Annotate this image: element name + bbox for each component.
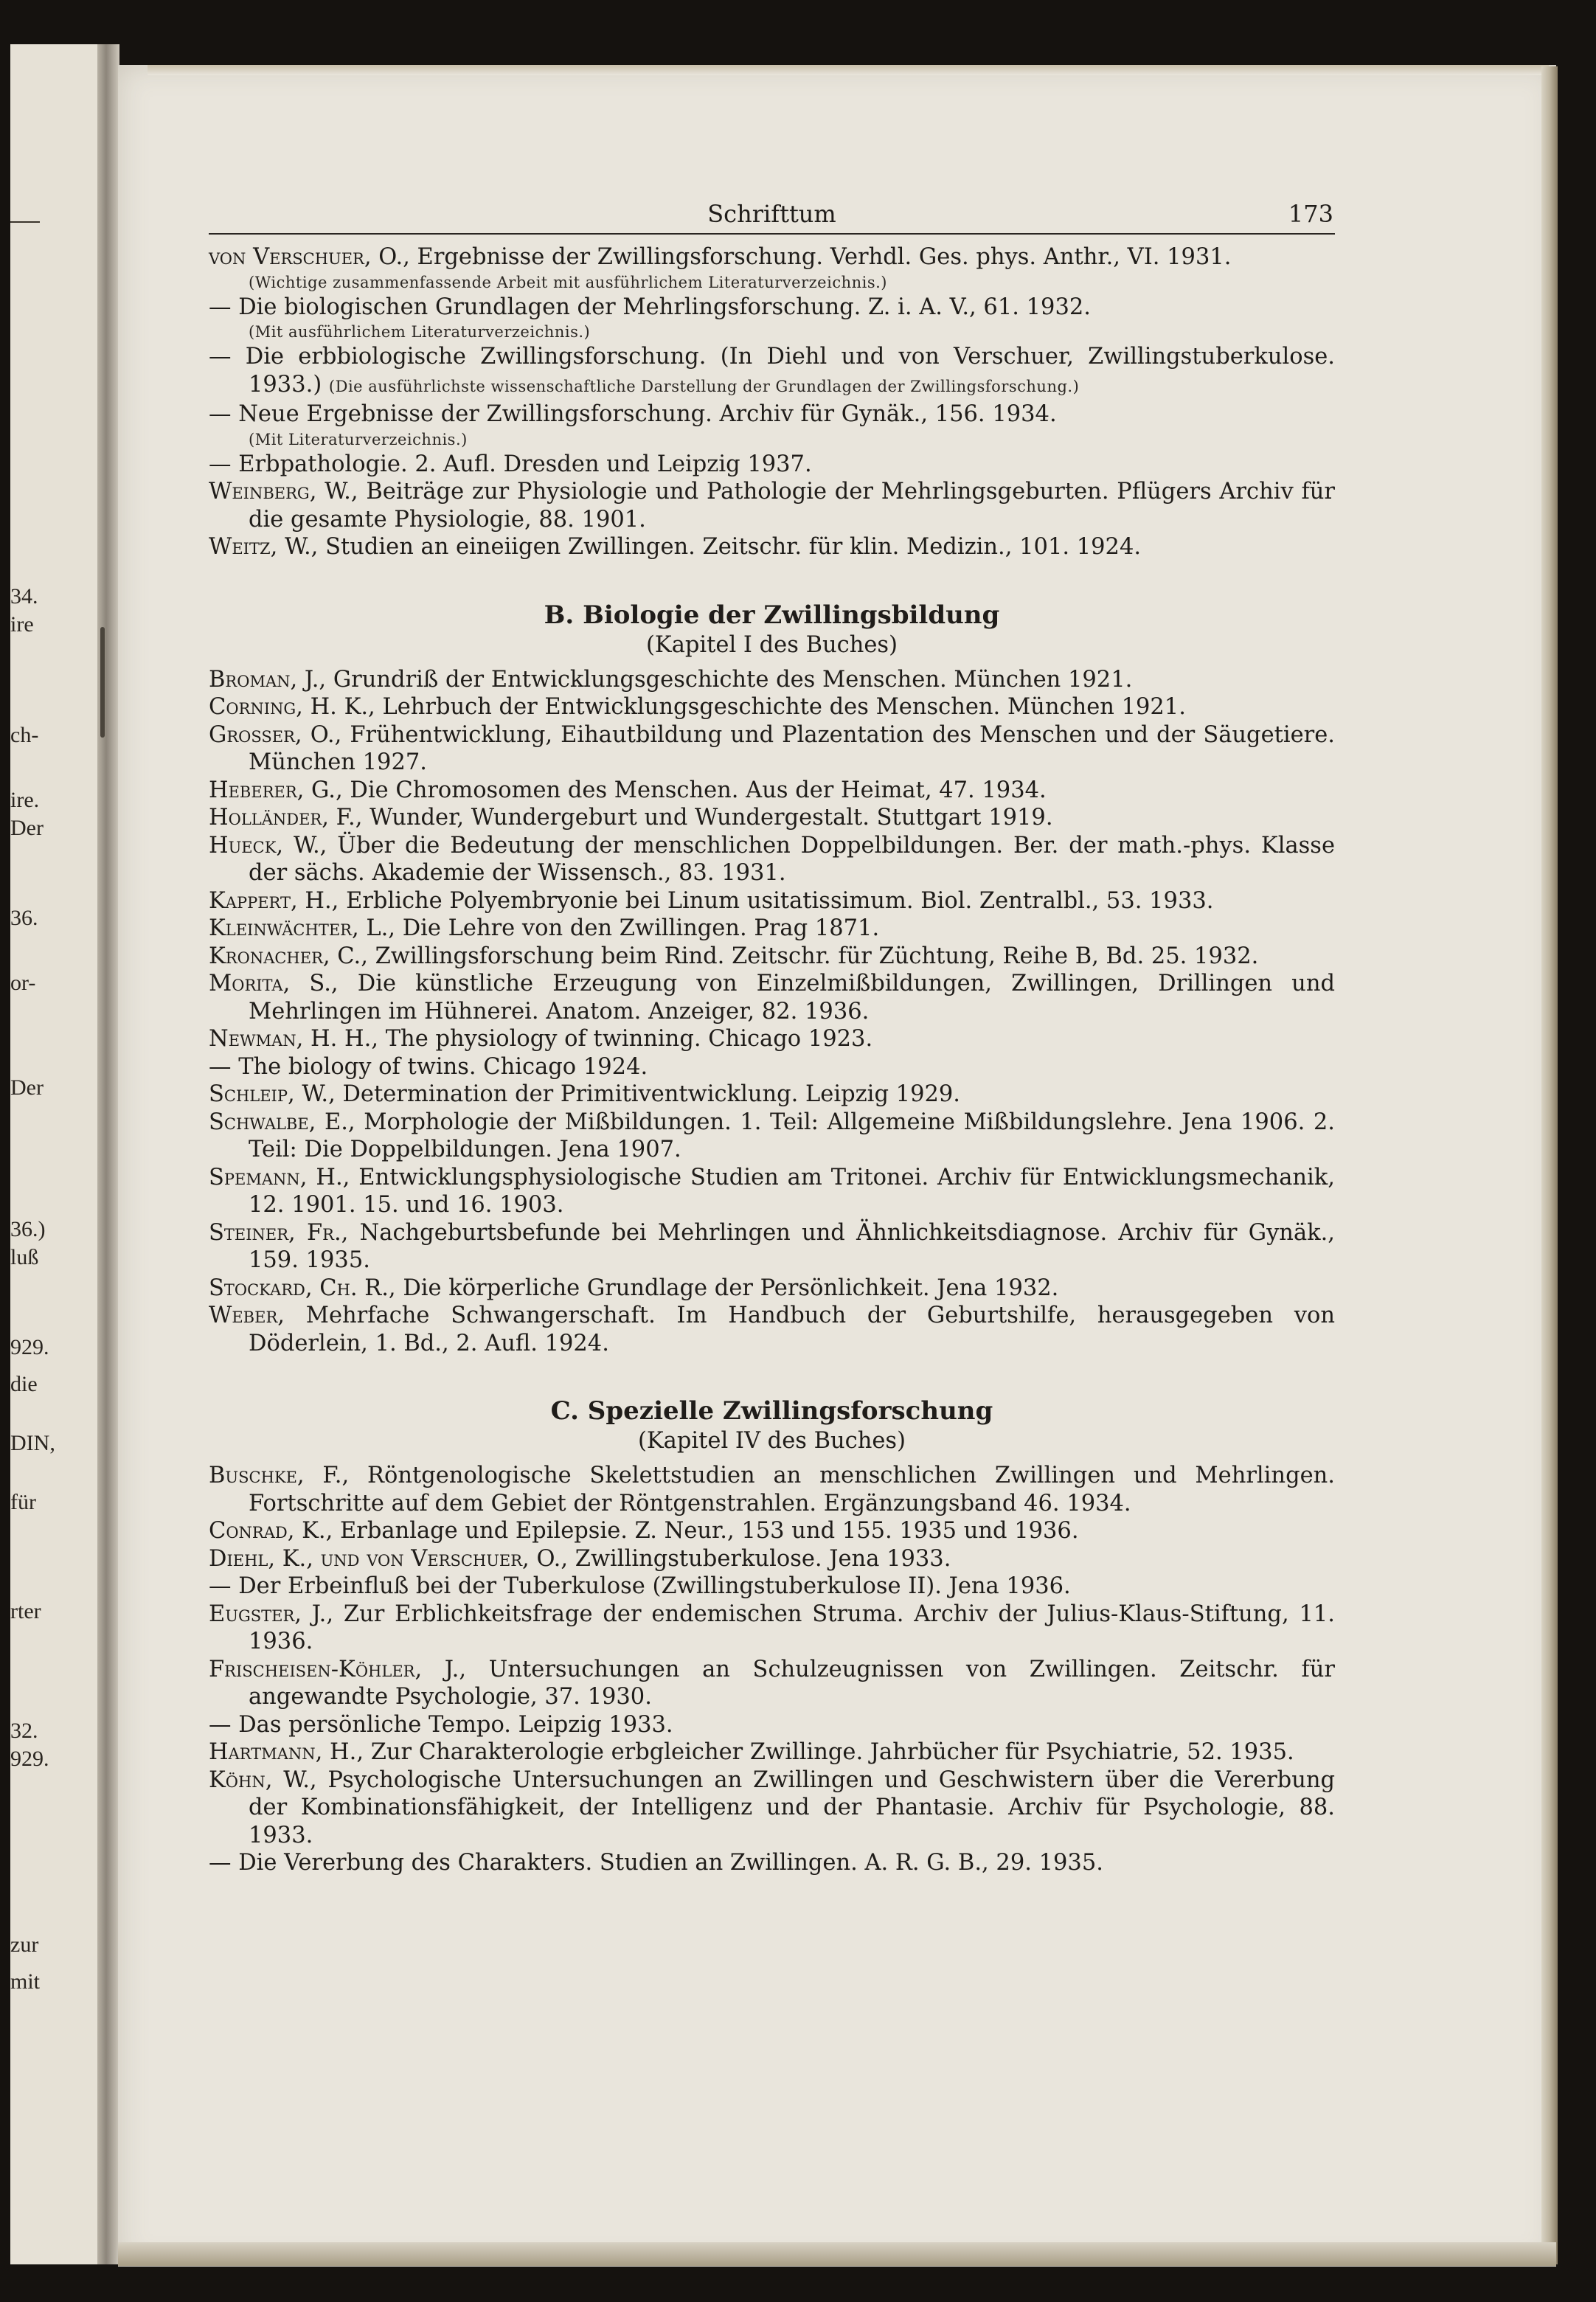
section-a-entries — [209, 243, 1335, 561]
entry-author: Spemann, H., — [209, 1164, 350, 1190]
bib-entry — [209, 1738, 1335, 1767]
bib-entry — [209, 1219, 1335, 1275]
bib-entry — [209, 343, 1335, 401]
entry-text: Die Chromosomen des Menschen. Aus der Heimat, 47. 1934. — [342, 777, 1047, 803]
entry-text: Die biologischen Grundlagen der Mehrlingsforschung. Z. i. A. V., 61. 1932. — [231, 294, 1091, 320]
bib-entry — [209, 478, 1335, 533]
entry-author: Steiner, Fr., — [209, 1219, 349, 1246]
bib-entry — [209, 1711, 1335, 1739]
section-c-subtitle: (Kapitel IV des Buches) — [638, 1428, 906, 1454]
entry-author: — — [209, 1573, 232, 1599]
book-gutter — [97, 44, 119, 2264]
entry-author: Weinberg, W., — [209, 479, 358, 505]
entry-author: Weber, — [209, 1303, 285, 1328]
section-b-title: B. Biologie der Zwillingsbildung — [544, 600, 1000, 630]
entry-text: Determination der Primitiventwicklung. Leipzig 1929. — [335, 1081, 960, 1107]
entry-author: Kronacher, C., — [209, 943, 368, 969]
section-c-entries — [209, 1462, 1335, 1877]
entry-text: Zwillingsforschung beim Rind. Zeitschr. für Züchtung, Reihe B, Bd. 25. 1932. — [367, 943, 1259, 969]
prev-fragment: 34. — [10, 584, 38, 609]
entry-text: Untersuchungen an Schulzeugnissen von Zwillingen. Zeitschr. für angewandte Psychologie, 37. 1930. — [249, 1656, 1335, 1710]
entry-text: Neue Ergebnisse der Zwillingsforschung. Archiv für Gynäk., 156. 1934. — [231, 401, 1057, 427]
entry-author: Buschke, F., — [209, 1463, 350, 1488]
bib-entry — [209, 693, 1335, 721]
bib-entry — [209, 243, 1335, 271]
entry-text: Der Erbeinfluß bei der Tuberkulose (Zwillingstuberkulose II). Jena 1936. — [231, 1573, 1071, 1599]
entry-author: — — [209, 344, 232, 370]
entry-author: von Verschuer, O., — [209, 244, 410, 270]
bib-entry — [209, 1656, 1335, 1711]
entry-author: Eugster, J., — [209, 1601, 334, 1627]
entry-text: Erbliche Polyembryonie bei Linum usitatissimum. Biol. Zentralbl., 53. 1933. — [339, 887, 1214, 914]
entry-text: Erbanlage und Epilepsie. Z. Neur., 153 und 155. 1935 und 1936. — [333, 1518, 1079, 1544]
running-head-title: Schrifttum — [707, 200, 836, 228]
entry-author: Holländer, F., — [209, 805, 363, 831]
entry-text: Beiträge zur Physiologie und Pathologie der Mehrlingsgeburten. Pflügers Archiv für die gesamte Physiologie, 88. 1901. — [249, 479, 1335, 533]
entry-text: Zur Erblichkeitsfrage der endemischen Struma. Archiv der Julius-Klaus-Stiftung, 11. 1936. — [249, 1601, 1335, 1654]
entry-author: Schleip, W., — [209, 1081, 336, 1107]
entry-text: The physiology of twinning. Chicago 1923. — [378, 1026, 873, 1052]
prev-fragment: 36. — [10, 906, 38, 930]
entry-text: Zwillingstuberkulose. Jena 1933. — [568, 1545, 951, 1572]
entry-author: Conrad, K., — [209, 1518, 333, 1544]
entry-author: Köhn, W., — [209, 1767, 317, 1793]
entry-note: (Mit ausführlichem Literaturverzeichnis.) — [249, 323, 591, 341]
running-head — [209, 201, 1335, 235]
prev-fragment: luß — [10, 1245, 39, 1269]
gutter-mark — [100, 627, 105, 738]
entry-author: Heberer, G., — [209, 777, 343, 803]
bib-entry — [209, 1109, 1335, 1164]
entry-author: — — [209, 451, 232, 477]
bib-entry — [209, 1053, 1335, 1081]
entry-inline-note: (Die ausführlichste wissenschaftliche Darstellung der Grundlagen der Zwillingsforschung.) — [328, 377, 1080, 395]
entry-author: Kleinwächter, L., — [209, 915, 395, 941]
previous-page-rule — [10, 221, 40, 223]
page-right-edge — [1541, 66, 1558, 2264]
entry-author: — — [209, 1850, 232, 1876]
bib-entry — [209, 777, 1335, 805]
entry-text: Röntgenologische Skelettstudien an menschlichen Zwillingen und Mehrlingen. Fortschritte auf dem Gebiet der Röntgenstrahlen. Ergänzungsband 46. 1934. — [249, 1463, 1335, 1516]
page-content — [209, 201, 1335, 1877]
entry-text: Die körperliche Grundlage der Persönlichkeit. Jena 1932. — [395, 1275, 1059, 1301]
entry-author: Kappert, H., — [209, 887, 339, 914]
bib-entry — [209, 1164, 1335, 1219]
entry-text: Grundriß der Entwicklungsgeschichte des Menschen. München 1921. — [326, 666, 1133, 693]
section-b-subtitle: (Kapitel I des Buches) — [646, 631, 898, 658]
entry-text: Das persönliche Tempo. Leipzig 1933. — [231, 1711, 673, 1738]
prev-fragment: ire. — [10, 788, 40, 812]
bib-entry — [209, 804, 1335, 832]
prev-fragment: Der — [10, 816, 44, 840]
bib-entry — [209, 943, 1335, 971]
entry-text: Studien an eineiigen Zwillingen. Zeitschr. für klin. Medizin., 101. 1924. — [318, 534, 1142, 560]
prev-fragment: rter — [10, 1599, 41, 1623]
bib-entry — [209, 1275, 1335, 1303]
entry-text: Entwicklungsphysiologische Studien am Tritonei. Archiv für Entwicklungsmechanik, 12. 1901. 15. und 16. 1903. — [249, 1164, 1335, 1218]
entry-author: Hueck, W., — [209, 832, 327, 859]
entry-author: Diehl, K., und von Verschuer, O., — [209, 1545, 569, 1572]
entry-text: The biology of twins. Chicago 1924. — [231, 1053, 648, 1080]
entry-text: Frühentwicklung, Eihautbildung und Plazentation des Menschen und der Säugetiere. München 1927. — [249, 721, 1336, 775]
bib-entry — [209, 294, 1335, 322]
bib-entry — [209, 1601, 1335, 1656]
entry-author: Stockard, Ch. R., — [209, 1275, 396, 1301]
prev-fragment: 32. — [10, 1719, 38, 1743]
bib-entry — [209, 1462, 1335, 1517]
bib-entry — [209, 1517, 1335, 1545]
bib-entry — [209, 887, 1335, 915]
entry-text: Die erbbiologische Zwillingsforschung. (In Diehl und von Verschuer, Zwillingstuberkulose. 1933.) — [231, 344, 1335, 398]
entry-author: Schwalbe, E., — [209, 1109, 355, 1135]
entry-author: Newman, H. H., — [209, 1026, 379, 1052]
bib-entry — [209, 1025, 1335, 1053]
entry-text: Morphologie der Mißbildungen. 1. Teil: Allgemeine Mißbildungslehre. Jena 1906. 2. Teil: Die Doppelbildungen. Jena 1907. — [249, 1109, 1335, 1162]
entry-text: Über die Bedeutung der menschlichen Doppelbildungen. Ber. der math.-phys. Klasse der sächs. Akademie der Wissensch., 83. 1931. — [249, 832, 1335, 886]
entry-author: — — [209, 1053, 232, 1080]
page-bottom-edge — [118, 2242, 1556, 2266]
bib-entry — [209, 533, 1335, 561]
entry-author: — — [209, 401, 232, 427]
entry-text: Psychologische Untersuchungen an Zwillingen und Geschwistern über die Vererbung der Kombinationsfähigkeit, der Intelligenz und der Phantasie. Archiv für Psychologie, 88. 1933. — [249, 1767, 1335, 1848]
bib-entry — [209, 970, 1335, 1025]
section-c-title: C. Spezielle Zwillingsforschung — [550, 1396, 993, 1426]
prev-fragment: zur — [10, 1932, 39, 1957]
bib-entry — [209, 721, 1335, 777]
entry-text: Die Lehre von den Zwillingen. Prag 1871. — [395, 915, 880, 941]
bib-entry — [209, 1767, 1335, 1850]
entry-author: Broman, J., — [209, 666, 327, 693]
entry-author: Weitz, W., — [209, 534, 319, 560]
entry-author: Frischeisen-Köhler, J., — [209, 1656, 467, 1682]
page-top-edge — [148, 65, 1549, 75]
prev-fragment: 929. — [10, 1335, 49, 1359]
entry-author: — — [209, 1711, 232, 1738]
bib-entry — [209, 401, 1335, 429]
entry-author: Grosser, O., — [209, 721, 342, 748]
entry-text: Mehrfache Schwangerschaft. Im Handbuch der Geburtshilfe, herausgegeben von Döderlein, 1. Bd., 2. Aufl. 1924. — [249, 1303, 1335, 1356]
entry-text: Die Vererbung des Charakters. Studien an Zwillingen. A. R. G. B., 29. 1935. — [231, 1850, 1103, 1876]
bib-entry — [209, 451, 1335, 479]
bib-entry — [209, 1302, 1335, 1357]
prev-fragment: or- — [10, 971, 36, 995]
entry-text: Nachgeburtsbefunde bei Mehrlingen und Ähnlichkeitsdiagnose. Archiv für Gynäk., 159. 1935. — [249, 1219, 1335, 1273]
entry-author: — — [209, 294, 232, 320]
entry-author: Corning, H. K., — [209, 694, 375, 720]
entry-text: Die künstliche Erzeugung von Einzelmißbildungen, Zwillingen, Drillingen und Mehrlingen im Hühnerei. Anatom. Anzeiger, 82. 1936. — [249, 971, 1335, 1025]
bib-entry — [209, 1081, 1335, 1109]
prev-fragment: DIN, — [10, 1431, 55, 1455]
prev-fragment: 929. — [10, 1747, 49, 1771]
bib-entry — [209, 666, 1335, 694]
entry-note: (Wichtige zusammenfassende Arbeit mit ausführlichem Literaturverzeichnis.) — [249, 273, 887, 291]
entry-text: Wunder, Wundergeburt und Wundergestalt. Stuttgart 1919. — [362, 805, 1053, 831]
bib-entry — [209, 1573, 1335, 1601]
prev-fragment: die — [10, 1372, 38, 1396]
prev-fragment: ire — [10, 612, 34, 637]
entry-author: Morita, S., — [209, 971, 339, 996]
entry-author: Hartmann, H., — [209, 1739, 364, 1765]
bib-entry — [209, 1849, 1335, 1877]
prev-fragment: Der — [10, 1075, 44, 1100]
page-number: 173 — [1288, 200, 1333, 228]
section-b-entries — [209, 666, 1335, 1358]
entry-note: (Mit Literaturverzeichnis.) — [249, 430, 468, 448]
bib-entry — [209, 832, 1335, 887]
prev-fragment: mit — [10, 1969, 41, 1994]
prev-fragment: 36.) — [10, 1217, 46, 1241]
entry-text: Ergebnisse der Zwillingsforschung. Verhdl. Ges. phys. Anthr., VI. 1931. — [409, 244, 1232, 270]
entry-text: Zur Charakterologie erbgleicher Zwillinge. Jahrbücher für Psychiatrie, 52. 1935. — [364, 1739, 1294, 1765]
prev-fragment: ch- — [10, 723, 39, 747]
bib-entry — [209, 1545, 1335, 1573]
prev-fragment: für — [10, 1490, 36, 1514]
previous-page-edge — [10, 44, 97, 2264]
entry-text: Lehrbuch der Entwicklungsgeschichte des Menschen. München 1921. — [375, 694, 1186, 720]
bib-entry — [209, 915, 1335, 943]
entry-text: Erbpathologie. 2. Aufl. Dresden und Leipzig 1937. — [231, 451, 812, 477]
